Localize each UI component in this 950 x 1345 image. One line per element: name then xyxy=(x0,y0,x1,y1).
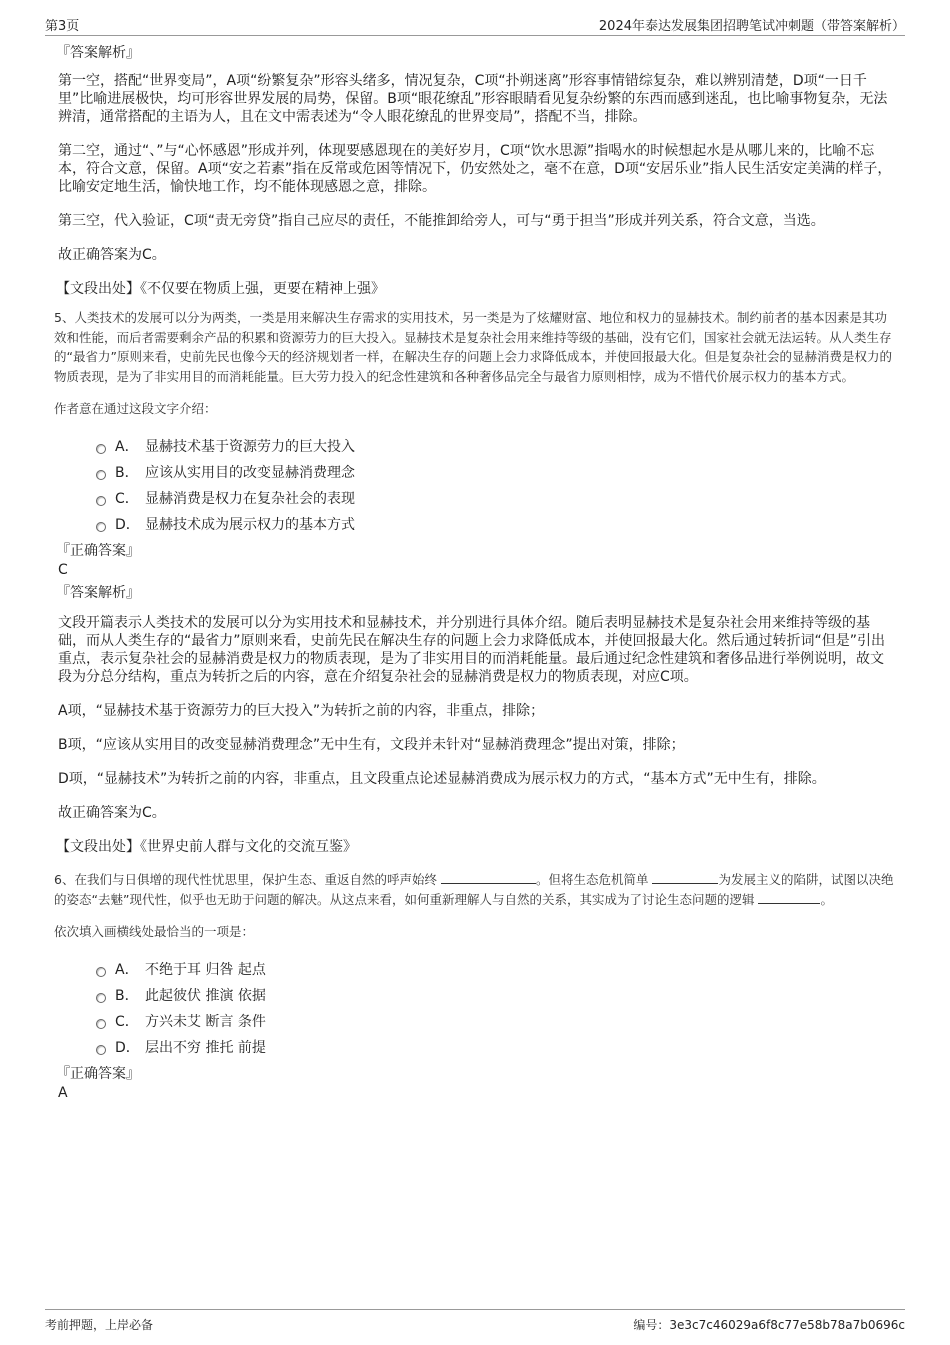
document-body xyxy=(56,44,896,1107)
correct-answer-label: 『正确答案』 xyxy=(56,1066,140,1082)
analysis-paragraph: D项，“显赫技术”为转折之前的内容，非重点，且文段重点论述显赫消费成为展示权力的方式，“基本方式”无中生有，排除。 xyxy=(58,771,826,787)
analysis-paragraph: B项，“应该从实用目的改变显赫消费理念”无中生有，文段并未针对“显赫消费理念”提出对策，排除； xyxy=(58,737,685,753)
blank-1 xyxy=(441,871,536,884)
option-text: 方兴未艾 断言 条件 xyxy=(145,1014,266,1030)
option-text: 不绝于耳 归咎 起点 xyxy=(145,962,266,978)
stem-part: 为发展主义的陷阱，试图以决绝的姿态“去魅”现代性，似乎也无助于问题的解决。从这点来看，如何重新理解人与自然的关系，其实成为了讨论生态问题的逻辑 xyxy=(54,872,894,907)
option-key: C． xyxy=(115,1014,139,1030)
page-number: 第3页 xyxy=(45,19,80,34)
source-citation: 【文段出处】《世界史前人群与文化的交流互鉴》 xyxy=(56,839,357,855)
stem-part: 。但将生态危机简单 xyxy=(535,872,649,887)
option-list xyxy=(96,957,896,1061)
document-id: 编号：3e3c7c46029a6f8c77e58b78a7b0696c xyxy=(633,1318,905,1332)
option-a[interactable] xyxy=(96,957,896,983)
option-text: 显赫技术基于资源劳力的巨大投入 xyxy=(145,439,355,455)
option-key: D． xyxy=(115,517,140,533)
option-key: A． xyxy=(115,962,139,978)
option-b[interactable] xyxy=(96,460,896,486)
analysis-conclusion: 故正确答案为C。 xyxy=(58,247,166,263)
radio-icon[interactable] xyxy=(96,444,106,454)
stem-part: 。 xyxy=(820,891,833,907)
blank-2 xyxy=(652,871,718,884)
option-list xyxy=(96,434,896,538)
option-text: 应该从实用目的改变显赫消费理念 xyxy=(145,465,355,481)
option-text: 此起彼伏 推演 依据 xyxy=(145,988,266,1004)
option-a[interactable] xyxy=(96,434,896,460)
radio-icon[interactable] xyxy=(96,993,106,1003)
option-d[interactable] xyxy=(96,512,896,538)
question-stem: 5、人类技术的发展可以分为两类，一类是用来解决生存需求的实用技术，另一类是为了炫耀财富、地位和权力的显赫技术。制约前者的基本因素是其功效和性能，而后者需要剩余产品的积累和资源劳力的巨大投入。显赫技术是复杂社会用来维持等级的基础，没有它们，国家社会就无法运转。从人类生存的“最省力”原则来看，史前先民也像今天的经济规划者一样，在解决生存的问题上会力求降低成本，并使回报最大化。但是复杂社会的显赫消费是权力的物质表现，是为了非实用目的而消耗能量。巨大劳力投入的纪念性建筑和各种奢侈品完全与最省力原则相悖，成为不惜代价展示权力的基本方式。 xyxy=(54,310,892,384)
question-stem xyxy=(54,870,896,909)
analysis-conclusion: 故正确答案为C。 xyxy=(58,805,166,821)
correct-answer: A xyxy=(58,1085,68,1101)
correct-answer-label: 『正确答案』 xyxy=(56,543,140,559)
option-text: 显赫技术成为展示权力的基本方式 xyxy=(145,517,355,533)
source-citation: 【文段出处】《不仅要在物质上强，更要在精神上强》 xyxy=(56,281,385,297)
correct-answer: C xyxy=(58,562,68,578)
option-key: D． xyxy=(115,1040,140,1056)
option-key: C． xyxy=(115,491,139,507)
analysis-paragraph: 第三空，代入验证，C项“责无旁贷”指自己应尽的责任，不能推卸给旁人，可与“勇于担当”形成并列关系，符合文意，当选。 xyxy=(58,213,825,229)
option-text: 显赫消费是权力在复杂社会的表现 xyxy=(145,491,355,507)
analysis-label: 『答案解析』 xyxy=(56,585,140,601)
radio-icon[interactable] xyxy=(96,967,106,977)
analysis-paragraph: 第一空，搭配“世界变局”，A项“纷繁复杂”形容头绪多，情况复杂，C项“扑朔迷离”形容事情错综复杂，难以辨别清楚，D项“一日千里”比喻进展极快，均可形容世界发展的局势，保留。B项“眼花缭乱”形容眼睛看见复杂纷繁的东西而感到迷乱，也比喻事物复杂，无法辨清，通常搭配的主语为人，且在文中需表述为“令人眼花缭乱的世界变局”，搭配不当，排除。 xyxy=(58,73,888,125)
document-title: 2024年泰达发展集团招聘笔试冲刺题（带答案解析） xyxy=(598,19,905,34)
page-header xyxy=(45,13,905,36)
radio-icon[interactable] xyxy=(96,1045,106,1055)
option-text: 层出不穷 推托 前提 xyxy=(145,1040,266,1056)
option-c[interactable] xyxy=(96,486,896,512)
option-c[interactable] xyxy=(96,1009,896,1035)
option-b[interactable] xyxy=(96,983,896,1009)
analysis-label: 『答案解析』 xyxy=(56,45,140,61)
stem-part: 6、在我们与日俱增的现代性忧思里，保护生态、重返自然的呼声始终 xyxy=(54,872,437,887)
question-prompt: 依次填入画横线处最恰当的一项是： xyxy=(54,924,255,939)
analysis-paragraph: A项，“显赫技术基于资源劳力的巨大投入”为转折之前的内容，非重点，排除； xyxy=(58,703,545,719)
radio-icon[interactable] xyxy=(96,522,106,532)
option-key: A． xyxy=(115,439,139,455)
option-key: B． xyxy=(115,465,139,481)
analysis-paragraph: 第二空，通过“、”与“心怀感恩”形成并列，体现要感恩现在的美好岁月，C项“饮水思源”指喝水的时候想起水是从哪儿来的，比喻不忘本，符合文意，保留。A项“安之若素”指在反常或危困等情况下，仍安然处之，毫不在意，D项“安居乐业”指人民生活安定美满的样子，比喻安定地生活，愉快地工作，均不能体现感恩之意，排除。 xyxy=(58,143,892,195)
footer-slogan: 考前押题，上岸必备 xyxy=(45,1318,154,1332)
blank-3 xyxy=(758,891,820,904)
analysis-paragraph: 文段开篇表示人类技术的发展可以分为实用技术和显赫技术，并分别进行具体介绍。随后表明显赫技术是复杂社会用来维持等级的基础，而从人类生存的“最省力”原则来看，史前先民在解决生存的问题上会力求降低成本，并使回报最大化。然后通过转折词“但是”引出重点，表示复杂社会的显赫消费是权力的物质表现，是为了非实用目的而消耗能量。最后通过纪念性建筑和奢侈品进行举例说明，故文段为分总分结构，重点为转折之后的内容，意在介绍复杂社会的显赫消费是权力的物质表现，对应C项。 xyxy=(58,615,886,685)
radio-icon[interactable] xyxy=(96,1019,106,1029)
page-footer xyxy=(45,1309,905,1336)
question-prompt: 作者意在通过这段文字介绍： xyxy=(54,401,217,416)
option-key: B． xyxy=(115,988,139,1004)
radio-icon[interactable] xyxy=(96,470,106,480)
radio-icon[interactable] xyxy=(96,496,106,506)
option-d[interactable] xyxy=(96,1035,896,1061)
